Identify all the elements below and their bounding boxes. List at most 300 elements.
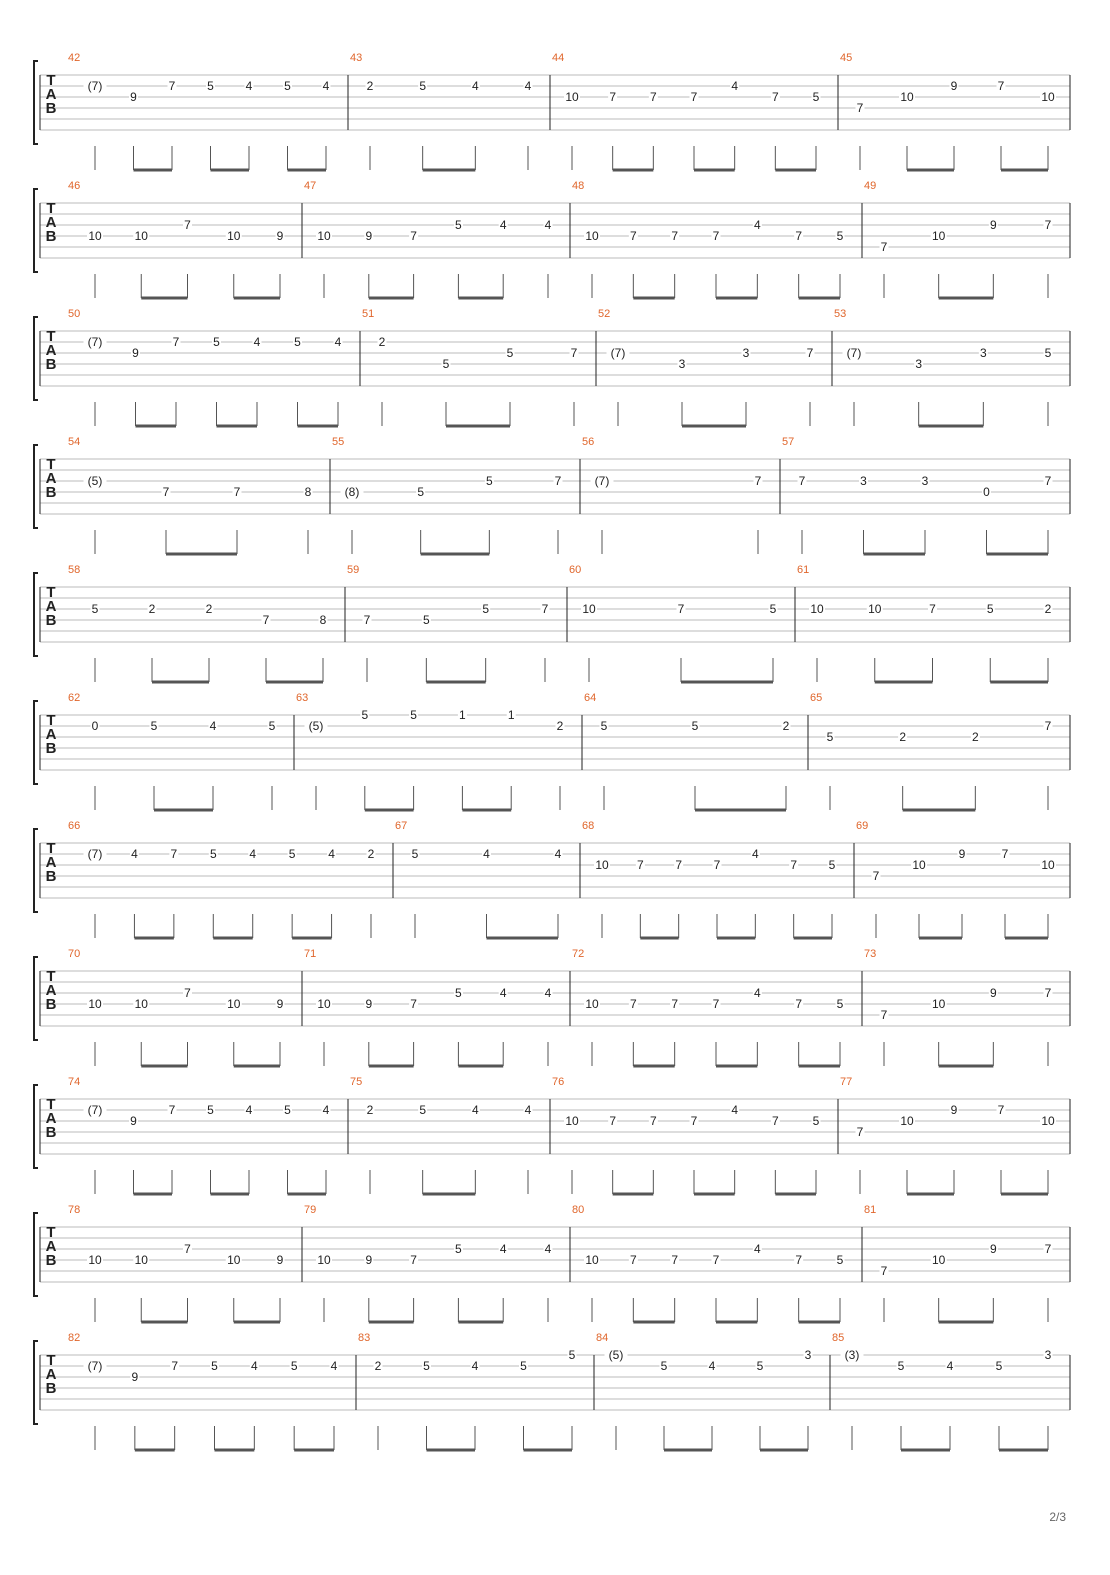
fret-number: 9 <box>989 1242 997 1256</box>
tab-clef-letter: T <box>46 840 56 857</box>
fret-number: 5 <box>455 218 462 232</box>
fret-number: 4 <box>751 847 759 861</box>
fret-number: 4 <box>471 1359 479 1373</box>
measure-number: 73 <box>864 948 877 960</box>
tab-clef-letter: A <box>45 982 57 999</box>
fret-number: 10 <box>585 229 599 243</box>
fret-number: 4 <box>471 79 479 93</box>
fret-number: 2 <box>367 847 375 861</box>
fret-number: 5 <box>826 730 834 744</box>
fret-number: 9 <box>276 1253 284 1267</box>
fret-number: 5 <box>836 1253 844 1267</box>
fret-number: 10 <box>134 229 148 243</box>
system-bracket <box>34 573 38 656</box>
fret-number: 7 <box>170 847 178 861</box>
fret-number: 7 <box>410 1253 417 1267</box>
fret-number: 4 <box>753 218 761 232</box>
fret-number: 10 <box>810 602 824 616</box>
fret-number: 5 <box>568 1348 576 1362</box>
fret-number: 7 <box>856 101 864 115</box>
fret-number: 10 <box>88 1253 102 1267</box>
fret-number: 7 <box>1044 719 1052 733</box>
fret-number: 3 <box>860 474 867 488</box>
measure-number: 47 <box>304 180 317 192</box>
measure-number: 45 <box>840 52 853 64</box>
fret-number: 7 <box>880 1008 888 1022</box>
tab-clef-letter: A <box>45 86 57 103</box>
tab-clef-letter: T <box>46 712 56 729</box>
measure-number: 69 <box>856 820 869 832</box>
tab-clef-letter: B <box>45 228 57 245</box>
fret-number: 4 <box>731 79 739 93</box>
fret-number: 10 <box>317 997 331 1011</box>
tab-clef-letter: B <box>45 484 57 501</box>
fret-number: 10 <box>317 229 331 243</box>
fret-number: 5 <box>442 357 450 371</box>
fret-number: 5 <box>361 708 369 722</box>
measure-number: 70 <box>68 948 81 960</box>
fret-number: 7 <box>790 858 798 872</box>
fret-number: 0 <box>983 485 990 499</box>
fret-number: 5 <box>419 79 427 93</box>
fret-number: 7 <box>570 346 578 360</box>
fret-number: (5) <box>308 719 324 733</box>
measure-number: 68 <box>582 820 595 832</box>
system-bracket <box>34 701 38 784</box>
fret-number: 10 <box>565 90 579 104</box>
measure-number: 50 <box>68 308 81 320</box>
fret-number: 9 <box>276 997 284 1011</box>
fret-number: 7 <box>880 240 888 254</box>
measure-number: 58 <box>68 564 81 576</box>
measure-number: 77 <box>840 1076 853 1088</box>
fret-number: 5 <box>411 847 419 861</box>
fret-number: 7 <box>168 1103 176 1117</box>
fret-number: 7 <box>671 997 679 1011</box>
fret-number: 3 <box>979 346 987 360</box>
fret-number: 9 <box>950 1103 958 1117</box>
fret-number: 7 <box>712 1253 720 1267</box>
tab-clef-letter: B <box>45 1380 57 1397</box>
tab-clef-letter: A <box>45 854 57 871</box>
fret-number: 4 <box>499 218 507 232</box>
fret-number: 4 <box>249 847 257 861</box>
fret-number: 9 <box>130 90 137 104</box>
measure-number: 46 <box>68 180 81 192</box>
fret-number: 7 <box>1044 474 1052 488</box>
fret-number: 7 <box>929 602 936 616</box>
measure-number: 74 <box>68 1076 81 1088</box>
fret-number: 4 <box>322 79 330 93</box>
fret-number: 9 <box>958 847 966 861</box>
fret-number: 7 <box>1044 986 1052 1000</box>
fret-number: 4 <box>708 1359 716 1373</box>
tab-clef-letter: A <box>45 1238 57 1255</box>
fret-number: 4 <box>328 847 335 861</box>
fret-number: 7 <box>1044 218 1052 232</box>
fret-number: 4 <box>245 1103 253 1117</box>
fret-number: 2 <box>366 1103 374 1117</box>
fret-number: 5 <box>91 602 99 616</box>
measure-number: 66 <box>68 820 81 832</box>
fret-number: 2 <box>378 335 386 349</box>
fret-number: 5 <box>284 79 291 93</box>
fret-number: 3 <box>804 1348 812 1362</box>
measure-number: 59 <box>347 564 360 576</box>
fret-number: 7 <box>172 335 180 349</box>
fret-number: (7) <box>87 335 103 349</box>
fret-number: 5 <box>211 1359 218 1373</box>
fret-number: 10 <box>582 602 596 616</box>
fret-number: 7 <box>690 90 698 104</box>
measure-number: 64 <box>584 692 597 704</box>
fret-number: 4 <box>471 1103 479 1117</box>
measure-number: 84 <box>596 1332 609 1344</box>
fret-number: 10 <box>1041 858 1055 872</box>
measure-number: 62 <box>68 692 81 704</box>
fret-number: 7 <box>649 90 657 104</box>
fret-number: 5 <box>600 719 608 733</box>
fret-number: 5 <box>209 847 217 861</box>
fret-number: (3) <box>844 1348 860 1362</box>
tab-clef-letter: T <box>46 1224 56 1241</box>
fret-number: (5) <box>608 1348 624 1362</box>
fret-number: 7 <box>712 229 720 243</box>
tab-clef-letter: B <box>45 868 57 885</box>
measure-number: 42 <box>68 52 81 64</box>
tab-clef-letter: B <box>45 1252 57 1269</box>
measure-number: 44 <box>552 52 565 64</box>
fret-number: 7 <box>233 485 241 499</box>
fret-number: 5 <box>485 474 493 488</box>
fret-number: 5 <box>422 613 430 627</box>
fret-number: 4 <box>322 1103 330 1117</box>
fret-number: 5 <box>660 1359 668 1373</box>
fret-number: 5 <box>419 1103 427 1117</box>
fret-number: 5 <box>506 346 514 360</box>
fret-number: 10 <box>931 1253 946 1267</box>
fret-number: 10 <box>565 1114 579 1128</box>
measure-number: 61 <box>797 564 810 576</box>
fret-number: (8) <box>344 485 360 499</box>
fret-number: 10 <box>900 90 914 104</box>
measure-number: 63 <box>296 692 309 704</box>
fret-number: 10 <box>134 1253 148 1267</box>
measure-number: 43 <box>350 52 363 64</box>
fret-number: 2 <box>1044 602 1052 616</box>
fret-number: 4 <box>544 986 552 1000</box>
tab-clef-letter: B <box>45 1124 57 1141</box>
fret-number: 10 <box>1041 90 1055 104</box>
fret-number: 9 <box>950 79 958 93</box>
fret-number: 10 <box>227 997 241 1011</box>
fret-number: 7 <box>609 90 617 104</box>
fret-number: 7 <box>795 997 803 1011</box>
measure-number: 78 <box>68 1204 81 1216</box>
fret-number: 5 <box>897 1359 905 1373</box>
fret-number: 5 <box>995 1359 1003 1373</box>
tab-clef-letter: A <box>45 342 57 359</box>
fret-number: 5 <box>836 997 844 1011</box>
fret-number: 7 <box>880 1264 888 1278</box>
fret-number: 2 <box>971 730 979 744</box>
fret-number: 4 <box>253 335 261 349</box>
fret-number: 7 <box>795 229 803 243</box>
fret-number: 5 <box>812 90 820 104</box>
fret-number: 10 <box>1041 1114 1055 1128</box>
measure-number: 75 <box>350 1076 363 1088</box>
fret-number: 7 <box>872 869 880 883</box>
measure-number: 54 <box>68 436 81 448</box>
fret-number: 5 <box>482 602 490 616</box>
tab-clef-letter: B <box>45 612 57 629</box>
measure-number: 72 <box>572 948 585 960</box>
fret-number: 4 <box>544 218 552 232</box>
fret-number: 7 <box>712 997 720 1011</box>
fret-number: 5 <box>1044 346 1052 360</box>
fret-number: 10 <box>88 229 102 243</box>
fret-number: 7 <box>675 858 683 872</box>
tab-clef-letter: A <box>45 726 57 743</box>
fret-number: 4 <box>245 79 253 93</box>
fret-number: 8 <box>304 485 312 499</box>
fret-number: 5 <box>268 719 276 733</box>
fret-number: 4 <box>131 847 138 861</box>
measure-number: 82 <box>68 1332 81 1344</box>
fret-number: 4 <box>250 1359 258 1373</box>
fret-number: 5 <box>417 485 425 499</box>
fret-number: 9 <box>365 1253 373 1267</box>
fret-number: 9 <box>989 218 997 232</box>
tab-clef-letter: T <box>46 968 56 985</box>
fret-number: (5) <box>87 474 103 488</box>
tab-clef-letter: B <box>45 100 57 117</box>
measure-number: 83 <box>358 1332 371 1344</box>
tab-clef-letter: T <box>46 200 56 217</box>
fret-number: 5 <box>455 986 462 1000</box>
fret-number: 7 <box>677 602 685 616</box>
fret-number: 4 <box>499 1242 507 1256</box>
fret-number: 7 <box>168 79 176 93</box>
fret-number: 2 <box>556 719 564 733</box>
fret-number: 10 <box>585 997 599 1011</box>
tab-clef-letter: A <box>45 1110 57 1127</box>
fret-number: 7 <box>795 1253 803 1267</box>
fret-number: 2 <box>205 602 213 616</box>
measure-number: 79 <box>304 1204 317 1216</box>
fret-number: 1 <box>459 708 466 722</box>
system-bracket <box>34 189 38 272</box>
fret-number: 4 <box>731 1103 739 1117</box>
fret-number: 4 <box>334 335 342 349</box>
fret-number: 5 <box>986 602 994 616</box>
fret-number: 9 <box>276 229 284 243</box>
measure-number: 65 <box>810 692 823 704</box>
tab-clef-letter: T <box>46 72 56 89</box>
fret-number: 9 <box>130 1114 137 1128</box>
fret-number: 10 <box>931 229 946 243</box>
tab-clef-letter: A <box>45 1366 57 1383</box>
tab-clef-letter: B <box>45 356 57 373</box>
tab-clef-letter: A <box>45 470 57 487</box>
fret-number: 7 <box>184 1242 191 1256</box>
fret-number: 4 <box>554 847 562 861</box>
fret-number: 10 <box>900 1114 914 1128</box>
fret-number: 3 <box>915 357 923 371</box>
measure-number: 52 <box>598 308 611 320</box>
fret-number: (7) <box>87 847 103 861</box>
fret-number: 5 <box>756 1359 764 1373</box>
fret-number: 7 <box>1001 847 1009 861</box>
fret-number: 7 <box>806 346 814 360</box>
fret-number: 10 <box>868 602 882 616</box>
fret-number: 9 <box>989 986 997 1000</box>
fret-number: 9 <box>365 229 373 243</box>
fret-number: 7 <box>410 229 417 243</box>
tab-clef-letter: B <box>45 996 57 1013</box>
system-bracket <box>34 445 38 528</box>
fret-number: 7 <box>754 474 762 488</box>
fret-number: 4 <box>753 986 761 1000</box>
fret-number: 3 <box>1044 1348 1052 1362</box>
measure-number: 56 <box>582 436 595 448</box>
measure-number: 55 <box>332 436 345 448</box>
fret-number: 7 <box>541 602 549 616</box>
fret-number: (7) <box>87 79 103 93</box>
system-bracket <box>34 317 38 400</box>
fret-number: 7 <box>363 613 371 627</box>
fret-number: (7) <box>87 1103 103 1117</box>
fret-number: 5 <box>207 1103 214 1117</box>
fret-number: 5 <box>207 79 214 93</box>
system-bracket <box>34 1341 38 1424</box>
fret-number: 9 <box>131 1370 139 1384</box>
fret-number: 4 <box>524 1103 532 1117</box>
fret-number: 4 <box>483 847 490 861</box>
measure-number: 51 <box>362 308 375 320</box>
fret-number: 5 <box>284 1103 291 1117</box>
fret-number: 7 <box>856 1125 864 1139</box>
measure-number: 48 <box>572 180 585 192</box>
fret-number: 2 <box>899 730 907 744</box>
fret-number: 4 <box>946 1359 954 1373</box>
fret-number: 7 <box>671 1253 679 1267</box>
system-bracket <box>34 1085 38 1168</box>
fret-number: 7 <box>997 79 1005 93</box>
fret-number: 3 <box>742 346 750 360</box>
fret-number: 5 <box>455 1242 462 1256</box>
fret-number: 7 <box>410 997 417 1011</box>
measure-number: 80 <box>572 1204 585 1216</box>
fret-number: 4 <box>209 719 217 733</box>
fret-number: (7) <box>846 346 862 360</box>
fret-number: 7 <box>671 229 679 243</box>
page-number: 2/3 <box>1049 1510 1066 1524</box>
fret-number: 7 <box>713 858 721 872</box>
fret-number: 0 <box>91 719 99 733</box>
fret-number: 5 <box>290 1359 298 1373</box>
tab-clef-letter: A <box>45 598 57 615</box>
fret-number: 7 <box>1044 1242 1052 1256</box>
measure-number: 81 <box>864 1204 877 1216</box>
fret-number: 4 <box>544 1242 552 1256</box>
fret-number: 4 <box>499 986 507 1000</box>
fret-number: 7 <box>997 1103 1005 1117</box>
fret-number: 10 <box>227 1253 241 1267</box>
fret-number: 5 <box>213 335 220 349</box>
fret-number: (7) <box>87 1359 103 1373</box>
fret-number: 7 <box>649 1114 657 1128</box>
fret-number: 7 <box>771 90 779 104</box>
fret-number: 5 <box>812 1114 820 1128</box>
tab-clef-letter: T <box>46 328 56 345</box>
fret-number: 7 <box>184 986 191 1000</box>
measure-number: 53 <box>834 308 847 320</box>
measure-number: 71 <box>304 948 317 960</box>
system-bracket <box>34 829 38 912</box>
fret-number: 3 <box>678 357 686 371</box>
fret-number: 7 <box>162 485 170 499</box>
fret-number: 7 <box>798 474 806 488</box>
tab-clef-letter: B <box>45 740 57 757</box>
fret-number: 5 <box>288 847 296 861</box>
fret-number: 5 <box>520 1359 527 1373</box>
fret-number: 4 <box>753 1242 761 1256</box>
measure-number: 60 <box>569 564 582 576</box>
fret-number: 10 <box>88 997 102 1011</box>
fret-number: 5 <box>410 708 417 722</box>
fret-number: 10 <box>227 229 241 243</box>
tab-clef-letter: T <box>46 456 56 473</box>
fret-number: 5 <box>691 719 699 733</box>
fret-number: 7 <box>171 1359 179 1373</box>
measure-number: 76 <box>552 1076 565 1088</box>
fret-number: 7 <box>554 474 562 488</box>
tab-clef-letter: T <box>46 1352 56 1369</box>
fret-number: (7) <box>594 474 610 488</box>
measure-number: 57 <box>782 436 795 448</box>
fret-number: 4 <box>524 79 532 93</box>
fret-number: 1 <box>507 708 515 722</box>
fret-number: 7 <box>636 858 644 872</box>
fret-number: 10 <box>585 1253 599 1267</box>
fret-number: 2 <box>148 602 156 616</box>
fret-number: 4 <box>330 1359 338 1373</box>
fret-number: 5 <box>423 1359 430 1373</box>
system-bracket <box>34 957 38 1040</box>
system-bracket <box>34 61 38 144</box>
fret-number: 5 <box>150 719 158 733</box>
measure-number: 49 <box>864 180 877 192</box>
fret-number: 8 <box>319 613 327 627</box>
fret-number: 10 <box>595 858 609 872</box>
fret-number: 7 <box>609 1114 617 1128</box>
fret-number: 2 <box>366 79 374 93</box>
fret-number: 10 <box>931 997 946 1011</box>
fret-number: 10 <box>317 1253 331 1267</box>
fret-number: 7 <box>771 1114 779 1128</box>
fret-number: 7 <box>184 218 191 232</box>
fret-number: 5 <box>294 335 301 349</box>
fret-number: 7 <box>629 1253 637 1267</box>
fret-number: 5 <box>769 602 777 616</box>
fret-number: 7 <box>262 613 270 627</box>
tab-clef-letter: T <box>46 1096 56 1113</box>
fret-number: 2 <box>782 719 790 733</box>
fret-number: 7 <box>629 229 637 243</box>
fret-number: 2 <box>374 1359 382 1373</box>
fret-number: 5 <box>828 858 836 872</box>
